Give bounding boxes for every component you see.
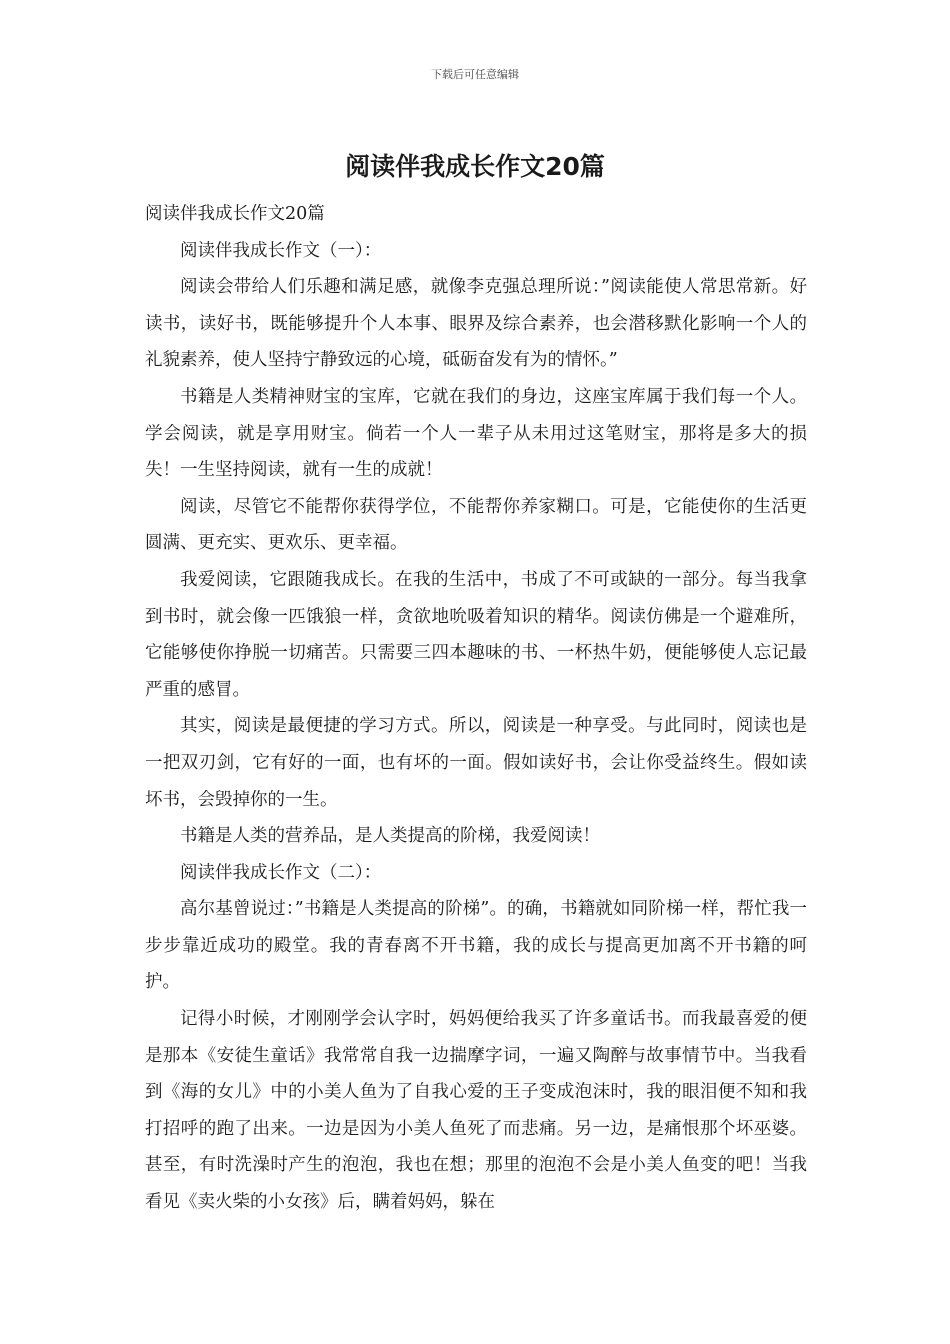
paragraph: 书籍是人类精神财宝的宝库，它就在我们的身边，这座宝库属于我们每一个人。学会阅读，就是享用财宝。倘若一个人一辈子从未用过这笔财宝，那将是多大的损失！一生坚持阅读，就有一生的成就！	[145, 386, 807, 481]
paragraph-section-heading-2: 阅读伴我成长作文（二）：	[180, 862, 382, 883]
document-title: 阅读伴我成长作文20篇	[345, 152, 605, 181]
paragraph: 我爱阅读，它跟随我成长。在我的生活中，书成了不可或缺的一部分。每当我拿到书时，就会像一匹饿狼一样，贪欲地吮吸着知识的精华。阅读仿佛是一个避难所，它能够使你挣脱一切痛苦。只需要三四本趣味的书、一杯热牛奶，便能够使人忘记最严重的感冒。	[145, 569, 807, 700]
paragraph: 阅读，尽管它不能帮你获得学位，不能帮你养家糊口。可是，它能使你的生活更圆满、更充实、更欢乐、更幸福。	[145, 496, 807, 554]
paragraph: 记得小时候，才刚刚学会认字时，妈妈便给我买了许多童话书。而我最喜爱的便是那本《安徒生童话》我常常自我一边揣摩字词，一遍又陶醉与故事情节中。当我看到《海的女儿》中的小美人鱼为了自我心爱的王子变成泡沫时，我的眼泪便不知和我打招呼的跑了出来。一边是因为小美人鱼死了而悲痛。另一边，是痛恨那个坏巫婆。甚至，有时洗澡时产生的泡泡，我也在想；那里的泡泡不会是小美人鱼变的吧！当我看见《卖火柴的小女孩》后，瞒着妈妈，躲在	[145, 1009, 807, 1213]
paragraph-subtitle: 阅读伴我成长作文20篇	[145, 204, 325, 224]
page-header-note: 下载后可任意编辑	[431, 68, 519, 81]
paragraph: 高尔基曾说过：”书籍是人类提高的阶梯”。的确，书籍就如同阶梯一样，帮忙我一步步靠近成功的殿堂。我的青春离不开书籍，我的成长与提高更加离不开书籍的呵护。	[145, 899, 807, 993]
paragraph-section-heading-1: 阅读伴我成长作文（一）：	[180, 240, 382, 261]
paragraph: 其实，阅读是最便捷的学习方式。所以，阅读是一种享受。与此同时，阅读也是一把双刃剑，它有好的一面，也有坏的一面。假如读好书，会让你受益终生。假如读坏书，会毁掉你的一生。	[145, 716, 807, 810]
document-body	[145, 196, 807, 1221]
paragraph: 阅读会带给人们乐趣和满足感，就像李克强总理所说：”阅读能使人常思常新。好读书，读好书，既能够提升个人本事、眼界及综合素养，也会潜移默化影响一个人的礼貌素养，使人坚持宁静致远的心境，砥砺奋发有为的情怀。”	[145, 277, 807, 371]
paragraph: 书籍是人类的营养品，是人类提高的阶梯，我爱阅读！	[180, 826, 600, 847]
